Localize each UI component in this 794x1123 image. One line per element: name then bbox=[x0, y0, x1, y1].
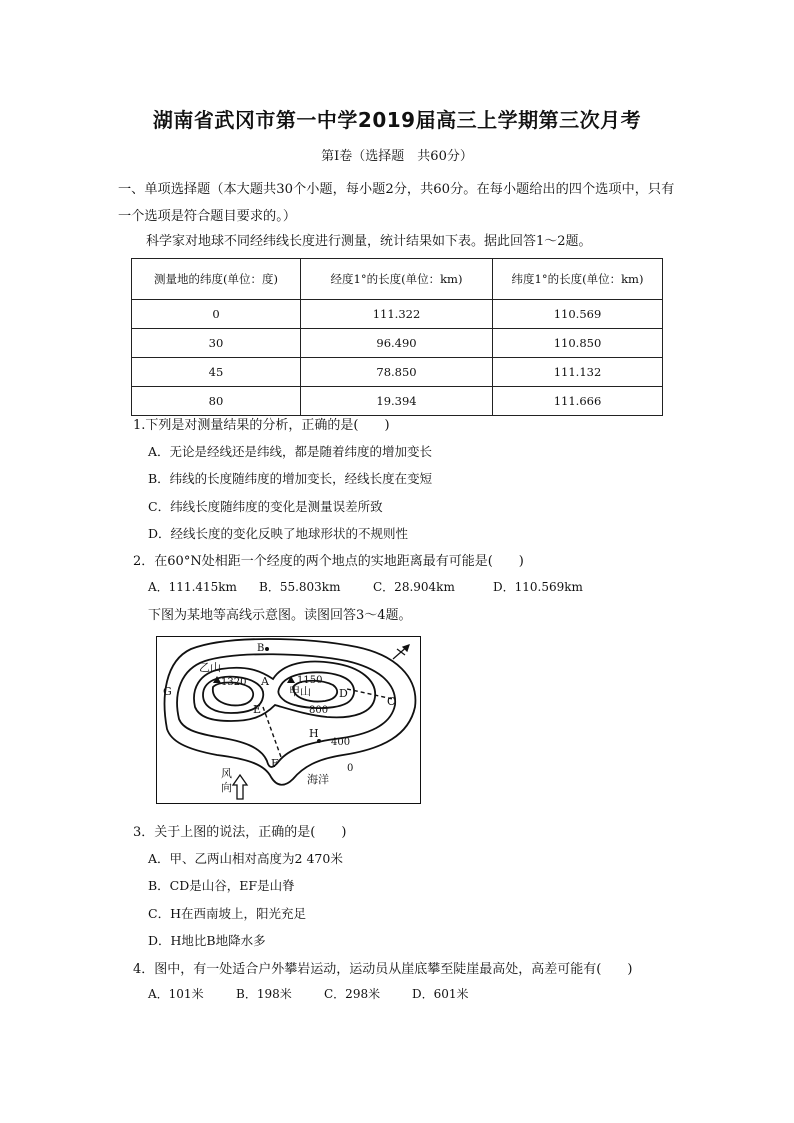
question-4-option-b: B．198米 bbox=[236, 987, 292, 1001]
table-cell: 96.490 bbox=[301, 329, 493, 358]
question-3-stem: 3．关于上图的说法，正确的是( ) bbox=[133, 825, 347, 840]
table-header: 测量地的纬度(单位：度) bbox=[132, 259, 301, 300]
map-label-f: F bbox=[271, 757, 279, 770]
map-intro: 下图为某地等高线示意图。读图回答3～4题。 bbox=[148, 608, 412, 623]
question-2-options bbox=[148, 578, 583, 595]
map-label-c: C bbox=[387, 695, 396, 708]
north-arrow-icon bbox=[393, 645, 409, 659]
section-instructions: 一、单项选择题（本大题共30个小题，每小题2分，共60分。在每小题给出的四个选项中，只有一个选项是符合题目要求的。） bbox=[118, 182, 675, 224]
table-cell: 80 bbox=[132, 387, 301, 416]
table-intro: 科学家对地球不同经纬线长度进行测量，统计结果如下表。据此回答1～2题。 bbox=[146, 234, 592, 249]
question-1-option-b: B．纬线的长度随纬度的增加变长，经线长度在变短 bbox=[148, 471, 433, 486]
question-2-option-c: C．28.904km bbox=[373, 580, 455, 594]
table-cell: 111.322 bbox=[301, 300, 493, 329]
contour-map-drawing bbox=[157, 637, 419, 802]
map-label-b: B bbox=[257, 643, 265, 654]
map-label-d: D bbox=[339, 687, 348, 700]
wind-arrow-icon bbox=[233, 775, 247, 799]
question-4-option-a: A．101米 bbox=[148, 987, 204, 1001]
table-cell: 110.850 bbox=[493, 329, 663, 358]
contour-label-400: 400 bbox=[331, 737, 351, 748]
table-cell: 111.666 bbox=[493, 387, 663, 416]
map-label-e: E bbox=[253, 703, 262, 716]
question-3-option-c: C．H在西南坡上，阳光充足 bbox=[148, 906, 306, 921]
table-row bbox=[132, 300, 663, 329]
peak-jia-height: 1150 bbox=[297, 675, 323, 686]
question-3-option-d: D．H地比B地降水多 bbox=[148, 933, 266, 948]
peak-yi-height: 1320 bbox=[221, 677, 247, 688]
question-1-option-d: D．经线长度的变化反映了地球形状的不规则性 bbox=[148, 526, 409, 541]
table-header: 经度1°的长度(单位：km) bbox=[301, 259, 493, 300]
table-cell: 110.569 bbox=[493, 300, 663, 329]
wind-label-1: 风 bbox=[221, 767, 232, 780]
wind-label-2: 向 bbox=[221, 781, 232, 794]
question-2-option-a: A．111.415km bbox=[148, 580, 237, 594]
contour-label-800: 800 bbox=[309, 705, 329, 716]
point-b-marker bbox=[265, 647, 269, 651]
table-row bbox=[132, 329, 663, 358]
exam-title: 湖南省武冈市第一中学2019届高三上学期第三次月考 bbox=[152, 108, 642, 132]
question-3-option-b: B．CD是山谷，EF是山脊 bbox=[148, 878, 295, 893]
table-header: 纬度1°的长度(单位：km) bbox=[493, 259, 663, 300]
table-cell: 0 bbox=[132, 300, 301, 329]
table-cell: 45 bbox=[132, 358, 301, 387]
exam-subtitle: 第Ⅰ卷（选择题 共60分） bbox=[321, 149, 473, 164]
table-row bbox=[132, 387, 663, 416]
question-1-stem: 1.下列是对测量结果的分析，正确的是( ) bbox=[133, 418, 390, 433]
map-label-g: G bbox=[163, 685, 172, 698]
table-cell: 111.132 bbox=[493, 358, 663, 387]
table-header-row bbox=[132, 259, 663, 300]
question-1-option-c: C．纬线长度随纬度的变化是测量误差所致 bbox=[148, 499, 383, 514]
peak-jia-icon bbox=[287, 676, 295, 683]
sea-label: 海洋 bbox=[307, 773, 329, 786]
dashed-line-ef bbox=[263, 707, 281, 757]
question-2-stem: 2．在60°N处相距一个经度的两个地点的实地距离最有可能是( ) bbox=[133, 554, 524, 569]
table-row bbox=[132, 358, 663, 387]
question-1-option-a: A．无论是经线还是纬线，都是随着纬度的增加变长 bbox=[148, 444, 433, 459]
table-cell: 19.394 bbox=[301, 387, 493, 416]
question-4-options bbox=[148, 985, 469, 1002]
question-2-option-d: D．110.569km bbox=[493, 580, 583, 594]
question-3-option-a: A．甲、乙两山相对高度为2 470米 bbox=[148, 851, 343, 866]
peak-yi-name: 乙山 bbox=[199, 661, 221, 674]
question-2-option-b: B．55.803km bbox=[259, 580, 341, 594]
question-4-option-c: C．298米 bbox=[324, 987, 381, 1001]
question-4-stem: 4．图中，有一处适合户外攀岩运动，运动员从崖底攀至陡崖最高处，高差可能有( ) bbox=[133, 962, 633, 977]
map-label-a: A bbox=[261, 675, 269, 688]
map-label-h: H bbox=[309, 727, 319, 740]
table-cell: 30 bbox=[132, 329, 301, 358]
table-cell: 78.850 bbox=[301, 358, 493, 387]
contour-map bbox=[156, 636, 421, 804]
measurement-table bbox=[131, 258, 663, 416]
question-4-option-d: D．601米 bbox=[412, 987, 469, 1001]
peak-jia-name: 甲山 bbox=[289, 685, 311, 698]
contour-label-0: 0 bbox=[347, 763, 354, 774]
